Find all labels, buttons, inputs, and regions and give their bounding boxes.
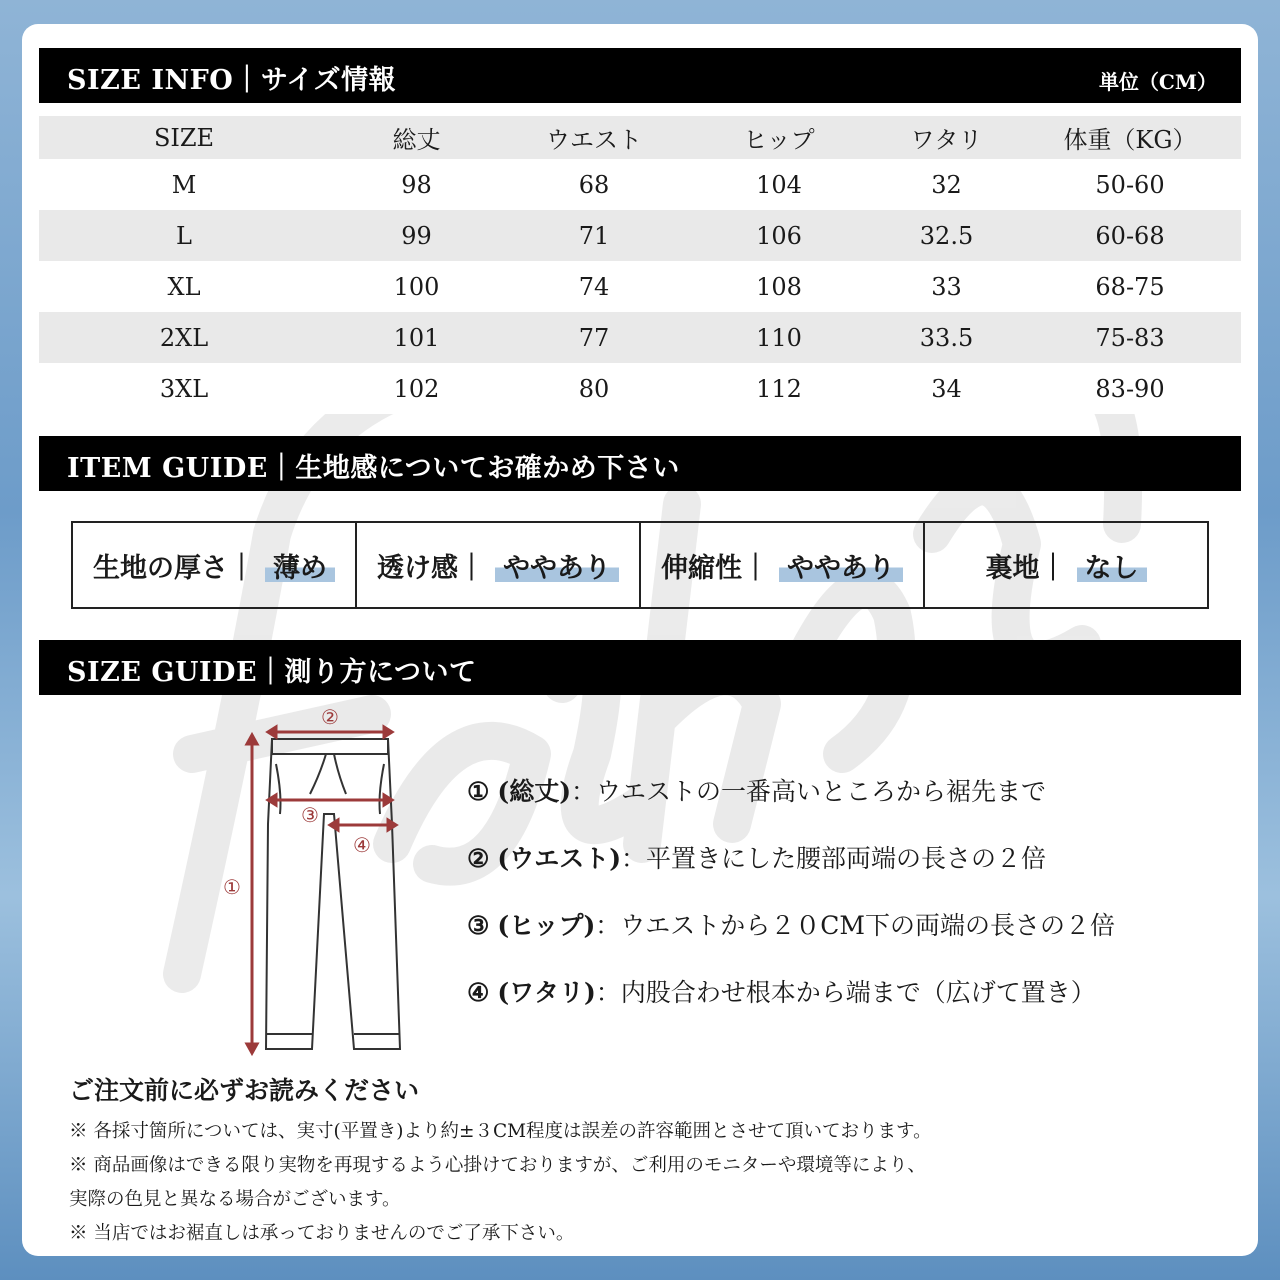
step-name: (ヒップ) <box>497 911 596 940</box>
item-guide-header <box>39 436 1241 491</box>
table-cell: 104 <box>756 170 802 199</box>
column-header: ヒップ <box>743 126 815 154</box>
size-guide-title: SIZE GUIDE｜測り方について <box>67 657 477 688</box>
table-row <box>39 210 1241 261</box>
table-cell: 68-75 <box>1095 272 1165 301</box>
pants-measurement-diagram <box>210 704 420 1059</box>
table-cell: 101 <box>393 323 440 352</box>
table-cell: 99 <box>401 221 432 250</box>
column-header: ウエスト <box>546 126 642 154</box>
order-notes <box>69 1071 932 1251</box>
table-row <box>39 261 1241 312</box>
table-cell: XL <box>167 272 201 301</box>
note-line: ※ 当店ではお裾直しは承っておりませんのでご了承下さい。 <box>69 1223 575 1244</box>
table-row <box>39 363 1241 414</box>
size-table <box>39 116 1241 414</box>
fabric-thickness <box>73 523 357 607</box>
step-item <box>467 772 1115 839</box>
step-item <box>467 906 1115 973</box>
step-desc: ：ウエストの一番高いところから裾先まで <box>571 777 1047 806</box>
guide-label: 裏地｜ <box>985 552 1067 584</box>
table-row <box>39 159 1241 210</box>
table-cell: 2XL <box>159 323 209 352</box>
table-cell: 33.5 <box>919 323 974 352</box>
step-name: (総丈) <box>497 777 572 806</box>
table-cell: 108 <box>756 272 802 301</box>
size-info-header <box>39 48 1241 103</box>
step-mark: ④ <box>467 978 490 1007</box>
table-cell: 74 <box>578 272 610 301</box>
table-cell: M <box>171 170 197 199</box>
guide-value: なし <box>1077 546 1147 585</box>
table-cell: 102 <box>393 374 440 403</box>
guide-label: 透け感｜ <box>377 552 485 584</box>
table-cell: 77 <box>578 323 610 352</box>
table-cell: 68 <box>578 170 610 199</box>
table-cell: 34 <box>931 374 962 403</box>
column-header: 体重（KG） <box>1063 126 1197 154</box>
item-guide-title: ITEM GUIDE｜生地感についてお確かめ下さい <box>67 453 680 484</box>
step-mark: ② <box>467 844 490 873</box>
guide-value: 薄め <box>265 546 335 585</box>
step-name: (ウエスト) <box>497 844 622 873</box>
guide-value: ややあり <box>779 546 903 585</box>
fabric-stretch <box>641 523 925 607</box>
guide-label: 生地の厚さ｜ <box>93 552 255 584</box>
table-row <box>39 312 1241 363</box>
diagram-mark-2: ② <box>321 705 339 729</box>
table-cell: 60-68 <box>1095 221 1165 250</box>
table-cell: 100 <box>393 272 440 301</box>
column-header: SIZE <box>153 123 215 152</box>
size-info-title: SIZE INFO｜サイズ情報 <box>67 65 397 96</box>
table-cell: 106 <box>756 221 802 250</box>
step-item <box>467 973 1115 1040</box>
table-cell: 112 <box>756 374 802 403</box>
table-cell: 83-90 <box>1095 374 1165 403</box>
fabric-sheerness <box>357 523 641 607</box>
note-line: ※ 商品画像はできる限り実物を再現するよう心掛けておりますが、ご利用のモニターや環境等により、 <box>69 1155 926 1176</box>
diagram-mark-1: ① <box>223 875 241 899</box>
table-cell: 33 <box>931 272 962 301</box>
note-line: ※ 各採寸箇所については、実寸(平置き)より約±３CM程度は誤差の許容範囲とさせて頂いております。 <box>69 1121 932 1142</box>
table-cell: 80 <box>578 374 610 403</box>
table-cell: 98 <box>401 170 432 199</box>
table-cell: 32.5 <box>919 221 974 250</box>
guide-value: ややあり <box>495 546 619 585</box>
step-desc: ：内股合わせ根本から端まで（広げて置き） <box>595 978 1096 1007</box>
measurement-steps <box>467 772 1115 1040</box>
step-desc: ：ウエストから２０CM下の両端の長さの２倍 <box>595 911 1116 940</box>
step-mark: ③ <box>467 911 490 940</box>
size-guide-header <box>39 640 1241 695</box>
table-cell: 71 <box>578 221 610 250</box>
guide-label: 伸縮性｜ <box>661 552 769 584</box>
table-cell: 110 <box>756 323 802 352</box>
table-header-row <box>39 116 1241 159</box>
fabric-guide-box <box>71 521 1209 609</box>
column-header: ワタリ <box>910 126 983 154</box>
column-header: 総丈 <box>392 126 441 154</box>
table-cell: 75-83 <box>1095 323 1165 352</box>
table-cell: 32 <box>931 170 962 199</box>
step-item <box>467 839 1115 906</box>
table-cell: L <box>176 221 192 250</box>
step-name: (ワタリ) <box>497 978 596 1007</box>
table-cell: 3XL <box>159 374 209 403</box>
diagram-mark-4: ④ <box>353 833 371 857</box>
size-chart-card <box>22 24 1258 1256</box>
table-cell: 50-60 <box>1095 170 1165 199</box>
step-desc: ：平置きにした腰部両端の長さの２倍 <box>621 844 1047 873</box>
diagram-mark-3: ③ <box>301 803 319 827</box>
step-mark: ① <box>467 777 490 806</box>
fabric-lining <box>925 523 1207 607</box>
unit-label: 単位（CM） <box>1098 70 1217 94</box>
notes-heading: ご注文前に必ずお読みください <box>69 1076 420 1105</box>
note-line: 実際の色見と異なる場合がございます。 <box>69 1189 401 1210</box>
